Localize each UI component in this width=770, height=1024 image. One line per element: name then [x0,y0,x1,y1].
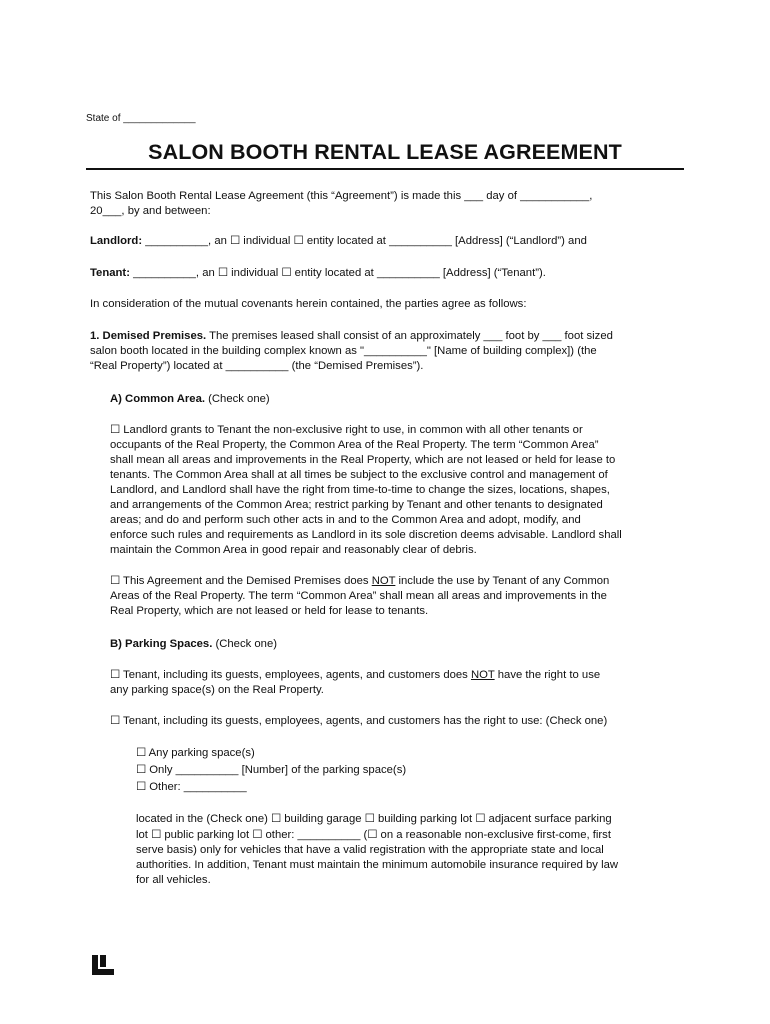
parking-location-line: serve basis) only for vehicles that have a valid registration with the appropriate state and local [136,844,604,856]
parking-sub-option: ☐ Any parking space(s) [136,747,255,759]
parking-heading: B) Parking Spaces. (Check one) [110,638,278,650]
common-area-heading: A) Common Area. (Check one) [110,393,270,405]
common-area-option1-line: areas; and do and perform such other acts in and to the Common Area and adopt, modify, and [110,514,581,526]
parking-location-line: located in the (Check one) ☐ building garage ☐ building parking lot ☐ adjacent surface parking [136,813,612,825]
common-area-option2-line-3: Real Property, which are not leased or held for lease to tenants. [110,605,429,617]
parking-sub-option: ☐ Only __________ [Number] of the parking space(s) [136,764,407,776]
tenant-clause [90,266,546,281]
section1-line-1: 1. Demised Premises. The premises leased shall consist of an approximately ___ foot by ___ foot sized [90,330,613,342]
tenant-text: __________, an ☐ individual ☐ entity located at __________ [Address] (“Tenant”). [129,267,546,279]
common-area-option1-line: tenants. The Common Area shall at all times be subject to the exclusive control and management of [110,469,608,481]
landlord-clause [90,234,587,249]
consideration-text: In consideration of the mutual covenants herein contained, the parties agree as follows: [90,298,527,310]
common-area-option2-line-1: ☐ This Agreement and the Demised Premises does NOT include the use by Tenant of any Common [110,575,610,587]
common-area-option1-line: ☐ Landlord grants to Tenant the non-exclusive right to use, in common with all other tenants or [110,424,583,436]
parking-option1-line-2: any parking space(s) on the Real Property. [110,684,324,696]
parking-option1-line-1: ☐ Tenant, including its guests, employees, agents, and customers does NOT have the right to use [110,669,601,681]
common-area-option1-line: maintain the Common Area in good repair and reasonably clear of debris. [110,544,477,556]
title-underline [86,168,684,170]
common-area-option1-line: Landlord, and Landlord shall have the right from time-to-time to change the sizes, locations, shapes, [110,484,610,496]
common-area-option1-line: and arrangements of the Common Area; restrict parking by Tenant and other tenants to designated [110,499,603,511]
not-emphasis: NOT [371,575,396,587]
common-area-option1-line: enforce such rules and requirements as Landlord in its sole discretion deems advisable. Landlord shall [110,529,622,541]
not-emphasis: NOT [470,669,495,681]
parking-location-line: for all vehicles. [136,874,211,886]
tenant-label: Tenant: [90,267,130,279]
brand-logo-icon [92,955,114,975]
section1-line-3: “Real Property”) located at __________ (the “Demised Premises”). [90,360,424,372]
common-area-option2-line-2: Areas of the Real Property. The term “Common Area” shall mean all areas and improvements in the [110,590,607,602]
section1-heading: 1. Demised Premises. [90,330,207,342]
common-area-option1-line: occupants of the Real Property, the Common Area of the Real Property. The term “Common Area” [110,439,599,451]
parking-location-line: lot ☐ public parking lot ☐ other: __________ (☐ on a reasonable non-exclusive first-come, first [136,829,611,841]
landlord-text: __________, an ☐ individual ☐ entity located at __________ [Address] (“Landlord”) and [142,235,587,247]
section1-line-2: salon booth located in the building complex known as "__________" [Name of building complex]) (the [90,345,597,357]
parking-location-line: authorities. In addition, Tenant must maintain the minimum automobile insurance required by law [136,859,619,871]
common-area-option1-line: shall mean all areas and improvements in the Real Property, which are not leased or held for lease to [110,454,616,466]
document-title: SALON BOOTH RENTAL LEASE AGREEMENT [148,140,622,164]
state-line: State of _____________ [86,113,196,124]
parking-option2: ☐ Tenant, including its guests, employees, agents, and customers has the right to use: (Check one) [110,715,608,727]
parking-sub-option: ☐ Other: __________ [136,781,247,793]
intro-line-1: This Salon Booth Rental Lease Agreement (this “Agreement”) is made this ___ day of ___________, [90,190,593,202]
intro-line-2: 20___, by and between: [90,205,211,217]
landlord-label: Landlord: [90,235,143,247]
